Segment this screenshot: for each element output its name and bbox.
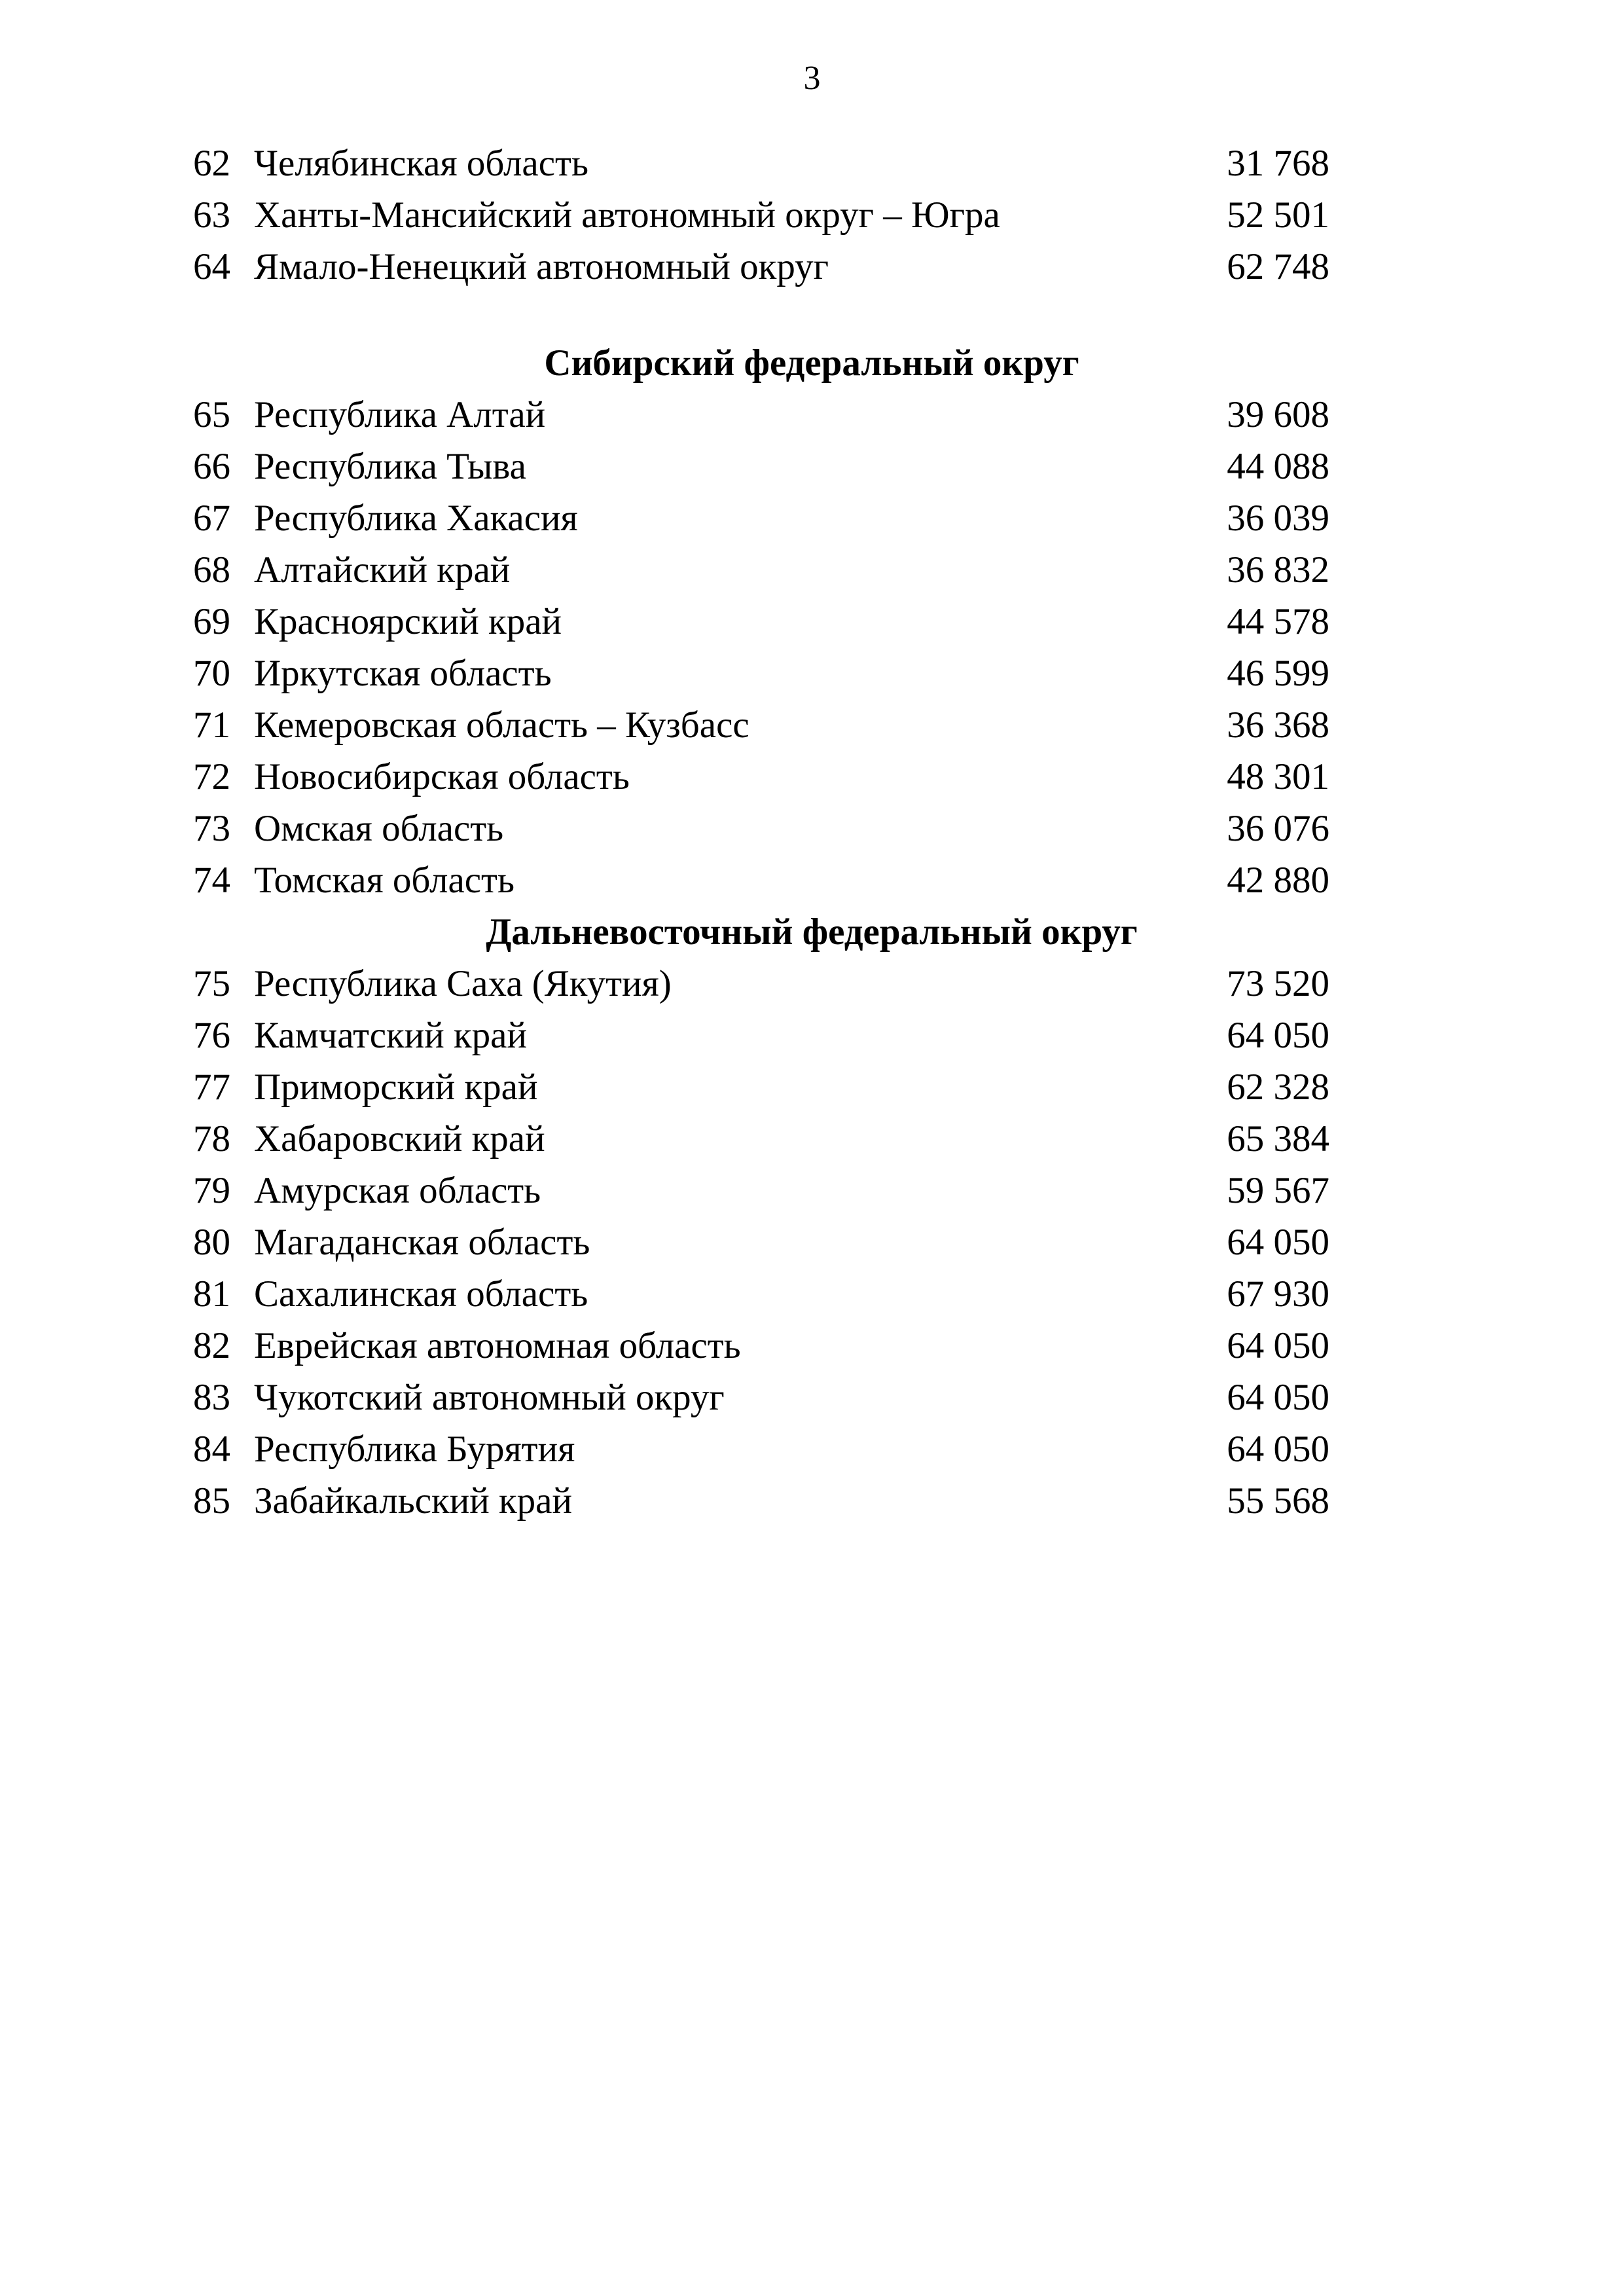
row-number: 65	[193, 394, 230, 435]
row-number: 69	[193, 601, 230, 642]
row-number: 64	[193, 246, 230, 287]
region-name: Красноярский край	[254, 601, 562, 642]
row-number: 79	[193, 1170, 230, 1211]
table-row	[0, 699, 1624, 751]
row-number: 81	[193, 1273, 230, 1315]
table-row	[0, 751, 1624, 803]
page-number: 3	[803, 60, 821, 97]
table-row	[0, 389, 1624, 441]
region-name: Алтайский край	[254, 549, 511, 591]
table-row	[0, 492, 1624, 544]
row-number: 72	[193, 756, 230, 797]
row-number: 66	[193, 446, 230, 487]
region-value: 36 039	[1227, 498, 1329, 539]
region-value: 67 930	[1227, 1273, 1329, 1315]
region-value: 36 076	[1227, 808, 1329, 849]
region-value: 46 599	[1227, 653, 1329, 694]
region-value: 64 050	[1227, 1429, 1329, 1470]
region-value: 64 050	[1227, 1325, 1329, 1366]
region-value: 48 301	[1227, 756, 1329, 797]
table-row	[0, 544, 1624, 596]
table-row	[0, 803, 1624, 854]
region-name: Магаданская область	[254, 1222, 590, 1263]
region-name: Республика Алтай	[254, 394, 546, 435]
region-name: Ямало-Ненецкий автономный округ	[254, 246, 829, 287]
table-row	[0, 441, 1624, 492]
region-value: 42 880	[1227, 860, 1329, 901]
region-value: 73 520	[1227, 963, 1329, 1004]
row-number: 85	[193, 1480, 230, 1522]
row-number: 80	[193, 1222, 230, 1263]
region-name: Еврейская автономная область	[254, 1325, 741, 1366]
row-number: 77	[193, 1066, 230, 1108]
row-number: 75	[193, 963, 230, 1004]
region-value: 36 368	[1227, 704, 1329, 746]
region-value: 59 567	[1227, 1170, 1329, 1211]
region-value: 44 088	[1227, 446, 1329, 487]
region-name: Хабаровский край	[254, 1118, 545, 1159]
region-name: Сахалинская область	[254, 1273, 588, 1315]
siberian-section	[0, 337, 1624, 906]
region-value: 36 832	[1227, 549, 1329, 591]
region-name: Приморский край	[254, 1066, 538, 1108]
region-name: Кемеровская область – Кузбасс	[254, 704, 749, 746]
table-row	[0, 958, 1624, 1010]
section-heading: Сибирский федеральный округ	[544, 342, 1079, 384]
region-name: Забайкальский край	[254, 1480, 572, 1522]
row-number: 78	[193, 1118, 230, 1159]
rows-top-group	[0, 137, 1624, 293]
table-row	[0, 1165, 1624, 1216]
table-row	[0, 137, 1624, 189]
section-heading: Дальневосточный федеральный округ	[486, 911, 1138, 953]
row-number: 71	[193, 704, 230, 746]
region-name: Республика Тыва	[254, 446, 526, 487]
table-row	[0, 596, 1624, 647]
region-name: Новосибирская область	[254, 756, 630, 797]
region-name: Ханты-Мансийский автономный округ – Югра	[254, 194, 1000, 236]
table-row	[0, 1010, 1624, 1061]
region-value: 52 501	[1227, 194, 1329, 236]
region-name: Камчатский край	[254, 1015, 527, 1056]
region-value: 62 748	[1227, 246, 1329, 287]
table-row	[0, 854, 1624, 906]
row-number: 62	[193, 143, 230, 184]
region-name: Иркутская область	[254, 653, 552, 694]
far-eastern-section	[0, 906, 1624, 1527]
region-value: 64 050	[1227, 1222, 1329, 1263]
region-value: 64 050	[1227, 1377, 1329, 1418]
region-value: 65 384	[1227, 1118, 1329, 1159]
table-row	[0, 189, 1624, 241]
row-number: 76	[193, 1015, 230, 1056]
table-row	[0, 1320, 1624, 1372]
row-number: 84	[193, 1429, 230, 1470]
region-name: Челябинская область	[254, 143, 588, 184]
region-value: 62 328	[1227, 1066, 1329, 1108]
region-name: Амурская область	[254, 1170, 541, 1211]
table-row	[0, 1423, 1624, 1475]
region-value: 55 568	[1227, 1480, 1329, 1522]
region-name: Чукотский автономный округ	[254, 1377, 725, 1418]
table-row	[0, 241, 1624, 293]
region-value: 64 050	[1227, 1015, 1329, 1056]
table-row	[0, 1061, 1624, 1113]
region-name: Республика Хакасия	[254, 498, 578, 539]
region-name: Томская область	[254, 860, 514, 901]
table-row	[0, 647, 1624, 699]
region-name: Республика Саха (Якутия)	[254, 963, 672, 1004]
table-row	[0, 1113, 1624, 1165]
row-number: 73	[193, 808, 230, 849]
row-number: 70	[193, 653, 230, 694]
row-number: 68	[193, 549, 230, 591]
row-number: 63	[193, 194, 230, 236]
region-value: 31 768	[1227, 143, 1329, 184]
region-name: Республика Бурятия	[254, 1429, 575, 1470]
region-value: 39 608	[1227, 394, 1329, 435]
table-row	[0, 1268, 1624, 1320]
row-number: 67	[193, 498, 230, 539]
table-row	[0, 1372, 1624, 1423]
table-row	[0, 1216, 1624, 1268]
row-number: 82	[193, 1325, 230, 1366]
table-row	[0, 1475, 1624, 1527]
region-value: 44 578	[1227, 601, 1329, 642]
row-number: 83	[193, 1377, 230, 1418]
region-name: Омская область	[254, 808, 504, 849]
row-number: 74	[193, 860, 230, 901]
